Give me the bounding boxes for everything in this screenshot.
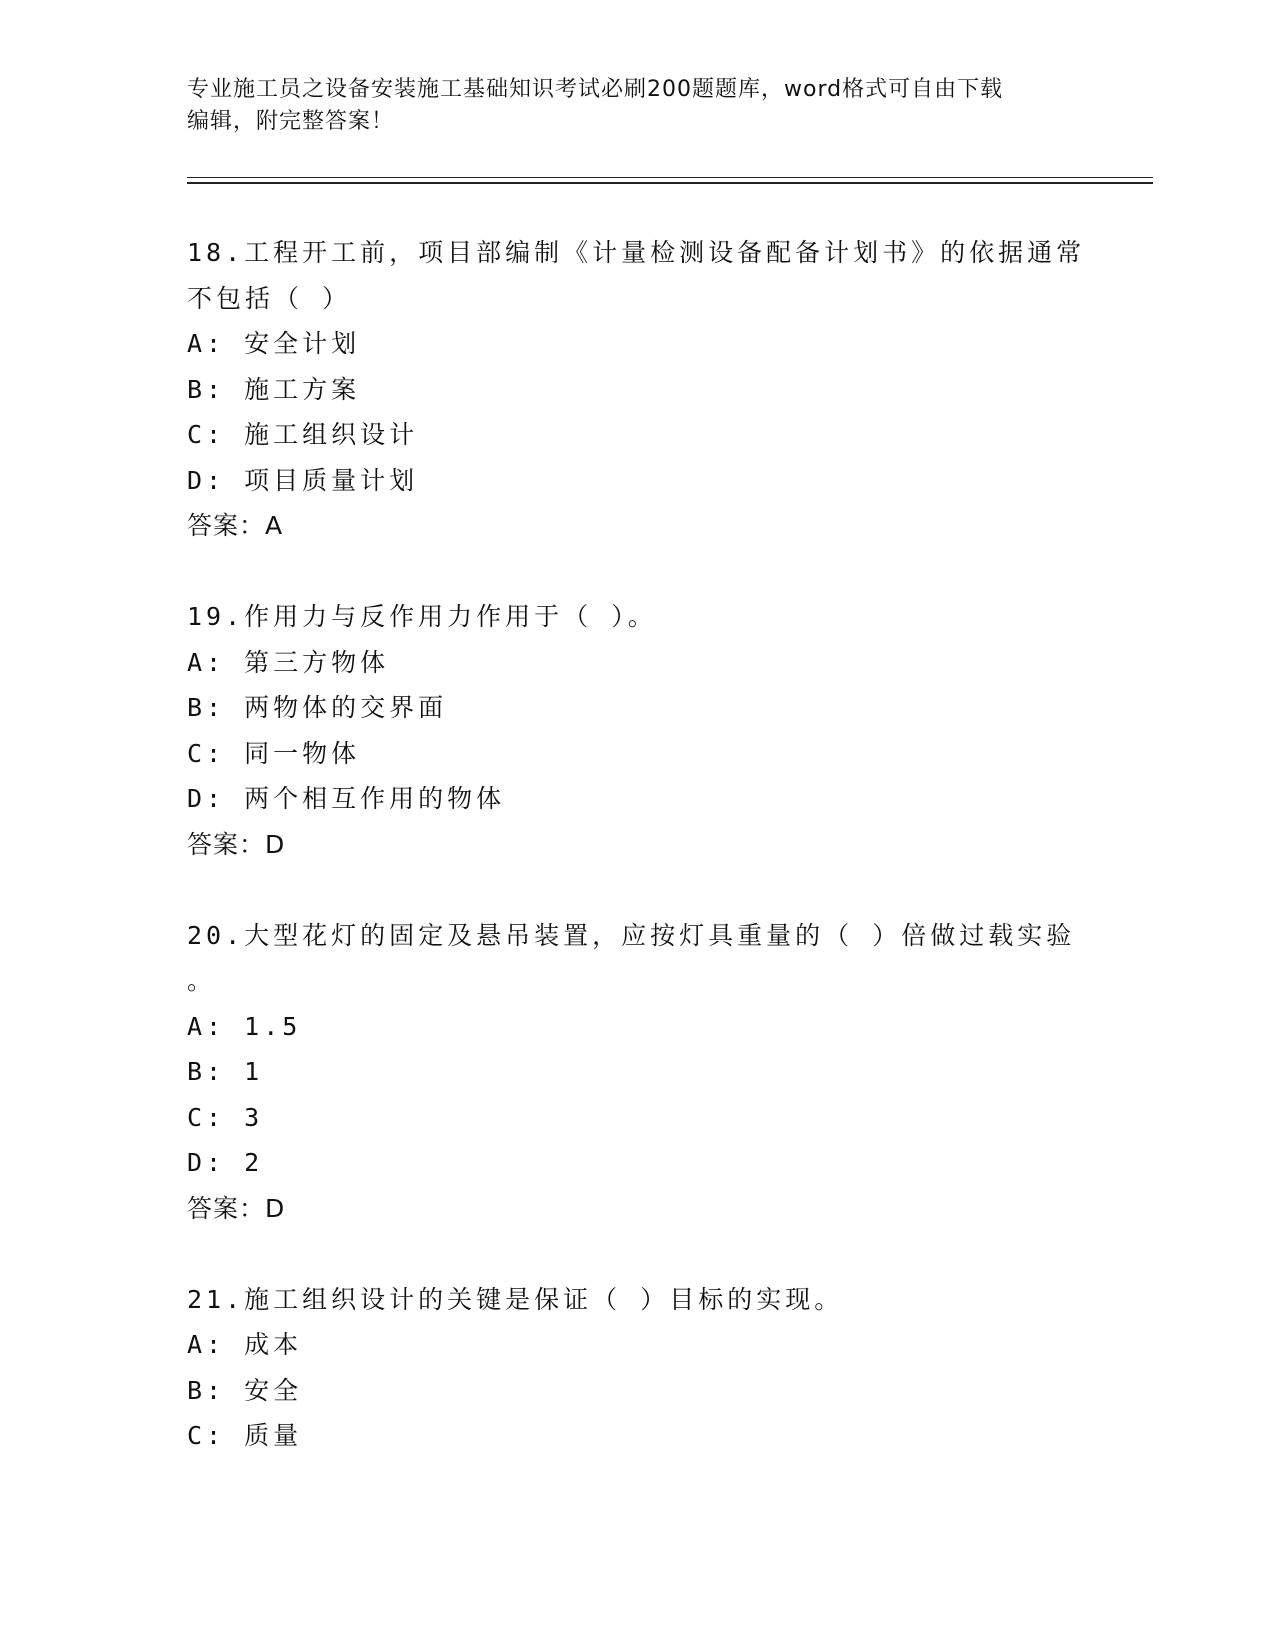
question-stem: 20.大型花灯的固定及悬吊装置，应按灯具重量的（ ）倍做过载实验 [187,920,1076,950]
question-stem: 21.施工组织设计的关键是保证（ ）目标的实现。 [187,1284,844,1314]
option-a: A: 安全计划 [187,329,361,358]
question-19 [187,594,1087,867]
question-stem: 19.作用力与反作用力作用于（ ）。 [187,602,657,631]
option-c: C: 质量 [187,1421,303,1450]
option-c: C: 施工组织设计 [187,420,419,449]
option-a: A: 1.5 [187,1011,302,1041]
option-d: D: 两个相互作用的物体 [187,784,506,813]
option-b: B: 施工方案 [187,374,361,404]
option-b: B: 两物体的交界面 [187,693,448,722]
option-c: C: 3 [187,1102,264,1132]
option-a: A: 成本 [187,1330,303,1359]
question-21 [187,1277,1087,1459]
answer-label: 答案：A [187,511,284,540]
header-title-line-2: 编辑，附完整答案！ [187,109,395,134]
answer-label: 答案：D [187,1193,286,1223]
header-divider-thick [187,182,1153,184]
option-a: A: 第三方物体 [187,647,390,677]
question-list [187,230,1087,1504]
document-header [187,74,1067,138]
option-c: C: 同一物体 [187,738,361,768]
question-20 [187,913,1087,1232]
question-stem-continued: 。 [187,966,217,995]
option-d: D: 2 [187,1148,264,1177]
header-title-line-1: 专业施工员之设备安装施工基础知识考试必刷200题题库，word格式可自由下载 [187,77,1004,102]
question-stem: 18.工程开工前，项目部编制《计量检测设备配备计划书》的依据通常 [187,238,1086,267]
answer-label: 答案：D [187,829,286,859]
option-b: B: 安全 [187,1375,303,1405]
option-b: B: 1 [187,1057,264,1086]
header-divider-thin [187,177,1153,178]
question-18 [187,230,1087,549]
question-stem-continued: 不包括（ ） [187,283,352,313]
option-d: D: 项目质量计划 [187,465,419,495]
